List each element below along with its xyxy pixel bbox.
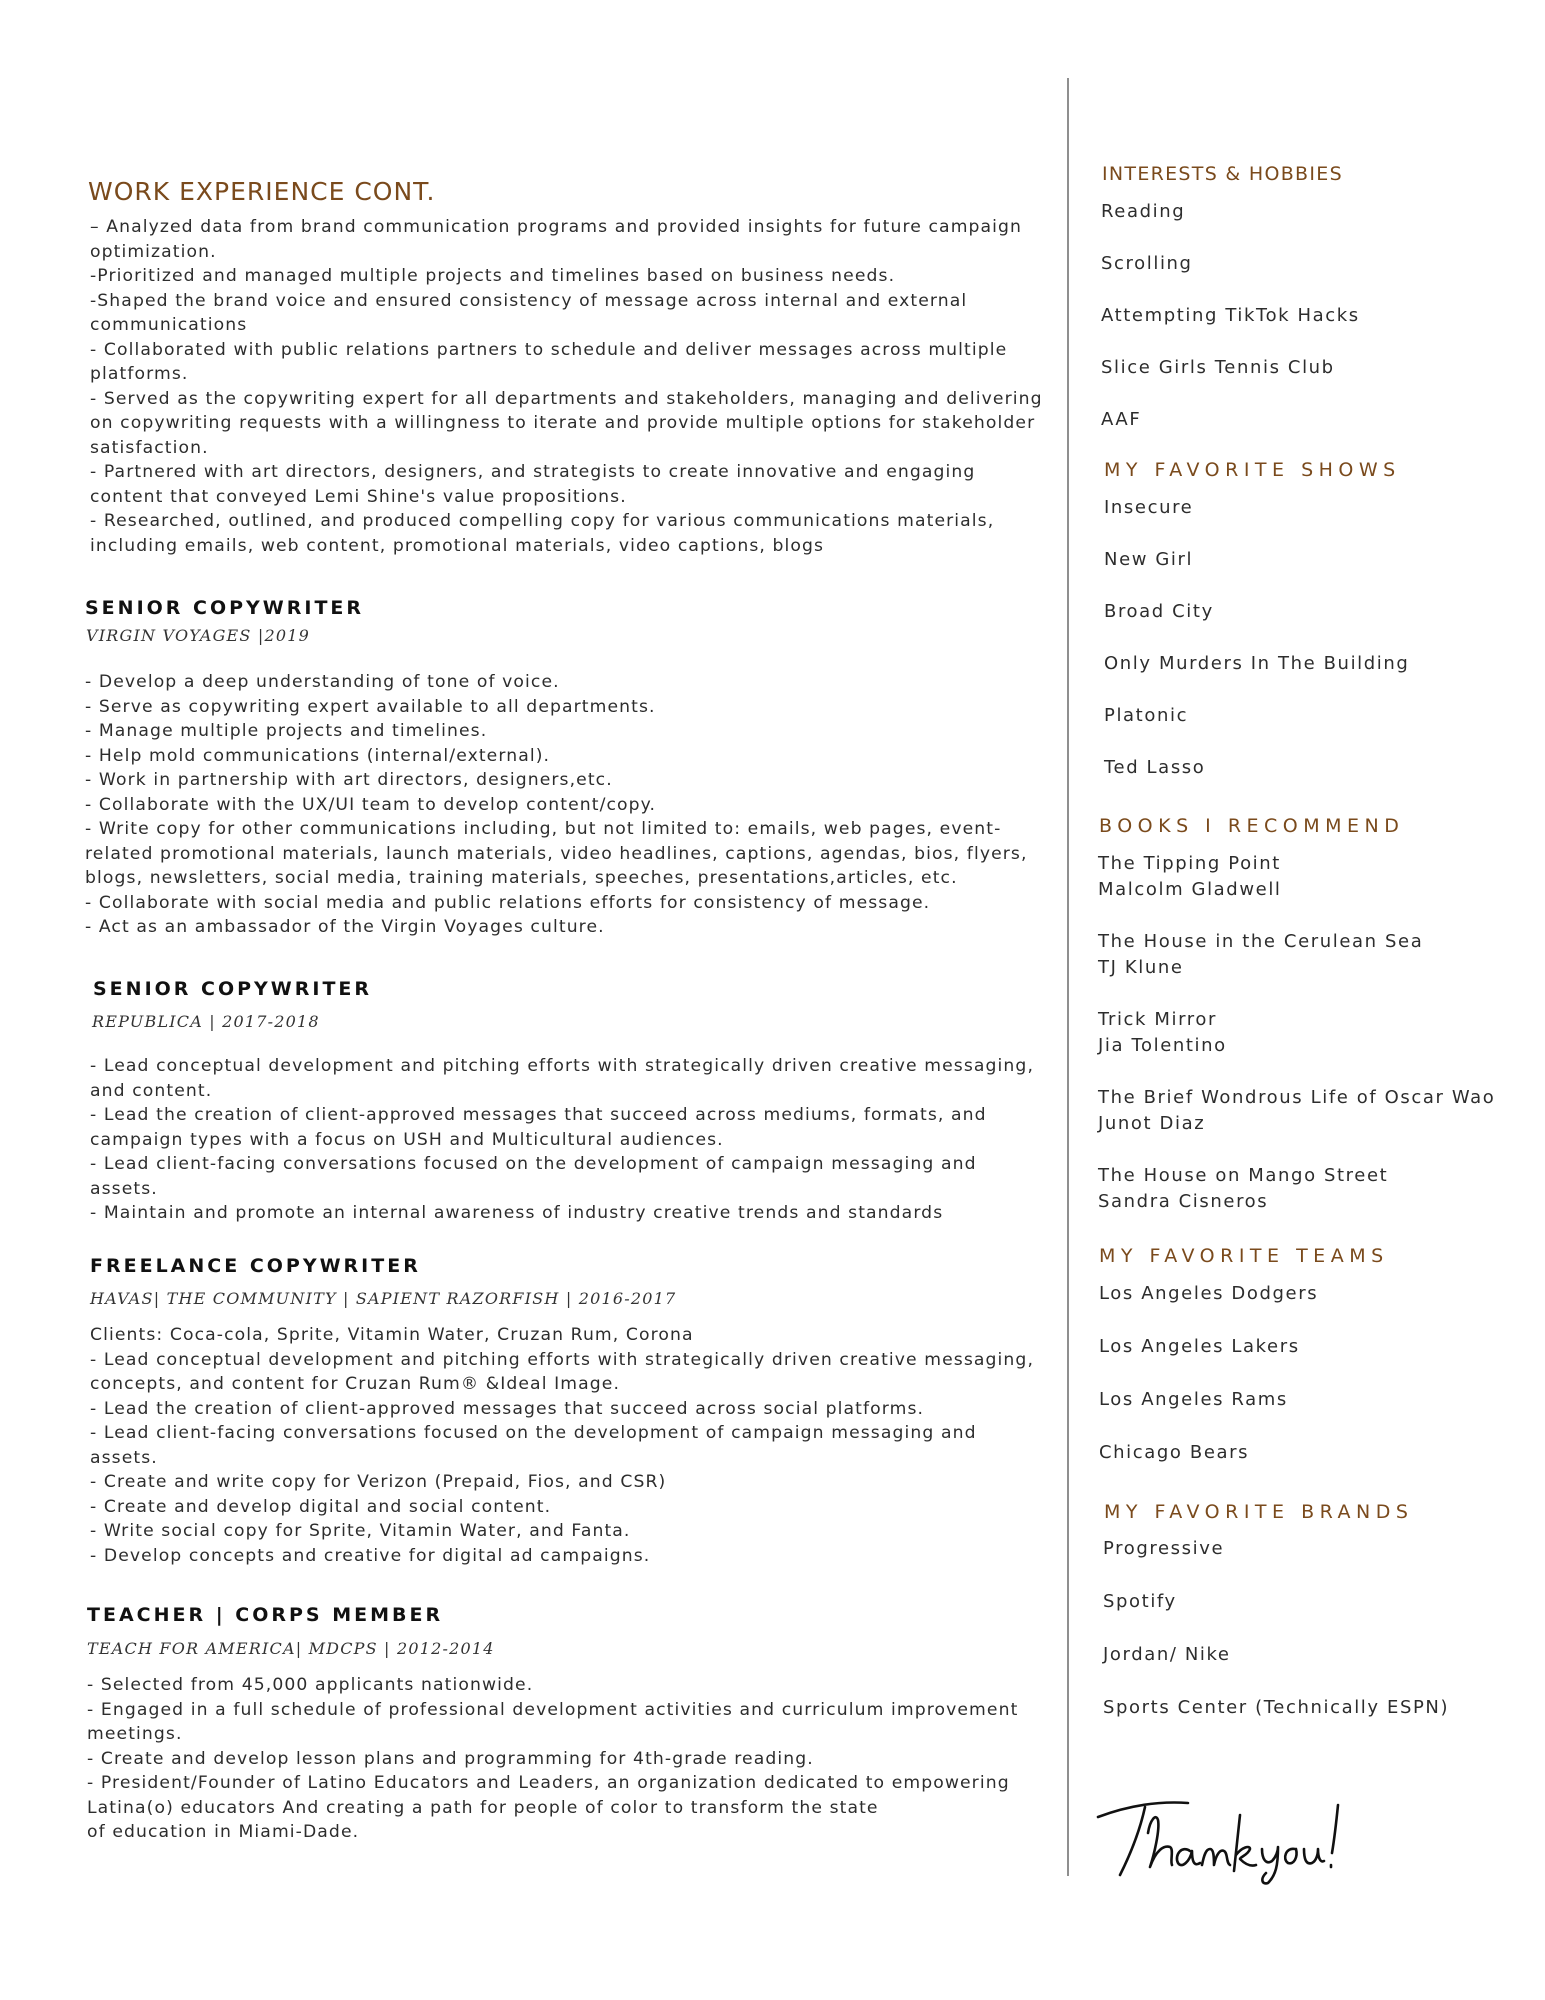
book-item: Trick Mirror Jia Tolentino	[1098, 1009, 1227, 1056]
book-item: The Tipping Point Malcolm Gladwell	[1098, 853, 1282, 900]
work-experience-intro: – Analyzed data from brand communication programs and provided insights for future campaign optimization. -Prioritized and managed multiple projects and timelines based on business needs. -Shaped the brand voice and ensured consistency of message across internal and external communications - Collaborated with public relations partners to schedule and deliver messages across multiple platforms. - Served as the copywriting expert for all departments and stakeholders, managing and delivering on copywriting requests with a willingness to iterate and provide multiple options for stakeholder satisfaction. - Partnered with art directors, designers, and strategists to create innovative and engaging content that conveyed Lemi Shine's value propositions. - Researched, outlined, and produced compelling copy for various communications materials, including emails, web content, promotional materials, video captions, blogs	[90, 217, 1043, 556]
list-item: Progressive	[1103, 1538, 1225, 1559]
list-item: Jordan/ Nike	[1103, 1644, 1231, 1665]
list-item: Insecure	[1104, 497, 1194, 518]
list-item: Attempting TikTok Hacks	[1101, 305, 1360, 326]
list-item: AAF	[1101, 409, 1142, 430]
book-item: The House on Mango Street Sandra Cisneros	[1098, 1165, 1389, 1212]
job-title: SENIOR COPYWRITER	[85, 597, 365, 619]
teams-list	[1099, 1282, 1318, 1494]
job-description: - Selected from 45,000 applicants nationwide. - Engaged in a full schedule of professional development activities and curriculum improvement meetings. - Create and develop lesson plans and programming for 4th-grade reading. - President/Founder of Latino Educators and Leaders, an organization dedicated to empowering Latina(o) educators And creating a path for people of color to transform the state of education in Miami-Dade.	[87, 1675, 1019, 1842]
list-item: Los Angeles Dodgers	[1099, 1283, 1319, 1304]
list-item: Slice Girls Tennis Club	[1101, 357, 1335, 378]
job-title: TEACHER | CORPS MEMBER	[87, 1604, 444, 1626]
list-item: Chicago Bears	[1099, 1442, 1250, 1463]
interests-heading: INTERESTS & HOBBIES	[1102, 163, 1343, 185]
list-item: Spotify	[1103, 1591, 1177, 1612]
job-company: VIRGIN VOYAGES |2019	[86, 626, 310, 645]
list-item: Reading	[1101, 201, 1186, 222]
list-item: Scrolling	[1101, 253, 1193, 274]
list-item: Ted Lasso	[1104, 757, 1206, 778]
list-item: Los Angeles Lakers	[1099, 1336, 1300, 1357]
list-item: Only Murders In The Building	[1104, 653, 1410, 674]
books-list	[1098, 851, 1495, 1241]
job-description: - Lead conceptual development and pitching efforts with strategically driven creative messaging, and content. - Lead the creation of client-approved messages that succeed across mediums, formats, and campaign types with a focus on USH and Multicultural audiences. - Lead client-facing conversations focused on the development of campaign messaging and assets. - Maintain and promote an internal awareness of industry creative trends and standards	[90, 1056, 1035, 1223]
book-item: The Brief Wondrous Life of Oscar Wao Junot Diaz	[1098, 1087, 1496, 1134]
job-description: Clients: Coca-cola, Sprite, Vitamin Water, Cruzan Rum, Corona - Lead conceptual development and pitching efforts with strategically driven creative messaging, concepts, and content for Cruzan Rum® &Ideal Image. - Lead the creation of client-approved messages that succeed across social platforms. - Lead client-facing conversations focused on the development of campaign messaging and assets. - Create and write copy for Verizon (Prepaid, Fios, and CSR) - Create and develop digital and social content. - Write social copy for Sprite, Vitamin Water, and Fanta. - Develop concepts and creative for digital ad campaigns.	[90, 1325, 1035, 1566]
list-item: Broad City	[1104, 601, 1214, 622]
teams-heading: MY FAVORITE TEAMS	[1099, 1245, 1389, 1267]
job-company: TEACH FOR AMERICA| MDCPS | 2012-2014	[87, 1639, 495, 1658]
job-title: SENIOR COPYWRITER	[93, 978, 373, 1000]
brands-list	[1103, 1537, 1449, 1749]
column-divider	[1067, 78, 1069, 1876]
list-item: Los Angeles Rams	[1099, 1389, 1288, 1410]
thank-you-signature	[1090, 1775, 1370, 1885]
section-title: WORK EXPERIENCE CONT.	[88, 176, 436, 206]
job-company: REPUBLICA | 2017-2018	[92, 1012, 320, 1031]
interests-list	[1101, 200, 1360, 460]
book-item: The House in the Cerulean Sea TJ Klune	[1098, 931, 1424, 978]
list-item: New Girl	[1104, 549, 1194, 570]
brands-heading: MY FAVORITE BRANDS	[1104, 1501, 1414, 1523]
job-title: FREELANCE COPYWRITER	[90, 1255, 421, 1277]
shows-heading: MY FAVORITE SHOWS	[1104, 459, 1401, 481]
job-description: - Develop a deep understanding of tone of voice. - Serve as copywriting expert available to all departments. - Manage multiple projects and timelines. - Help mold communications (internal/external). - Work in partnership with art directors, designers,etc. - Collaborate with the UX/UI team to develop content/copy. - Write copy for other communications including, but not limited to: emails, web pages, event- related promotional materials, launch materials, video headlines, captions, agendas, bios, flyers, blogs, newsletters, social media, training materials, speeches, presentations,articles, etc. - Collaborate with social media and public relations efforts for consistency of message. - Act as an ambassador of the Virgin Voyages culture.	[85, 672, 1028, 937]
books-heading: BOOKS I RECOMMEND	[1099, 815, 1405, 837]
shows-list	[1104, 496, 1409, 808]
job-company: HAVAS| THE COMMUNITY | SAPIENT RAZORFISH | 2016-2017	[90, 1289, 677, 1308]
list-item: Sports Center (Technically ESPN)	[1103, 1697, 1450, 1718]
list-item: Platonic	[1104, 705, 1189, 726]
